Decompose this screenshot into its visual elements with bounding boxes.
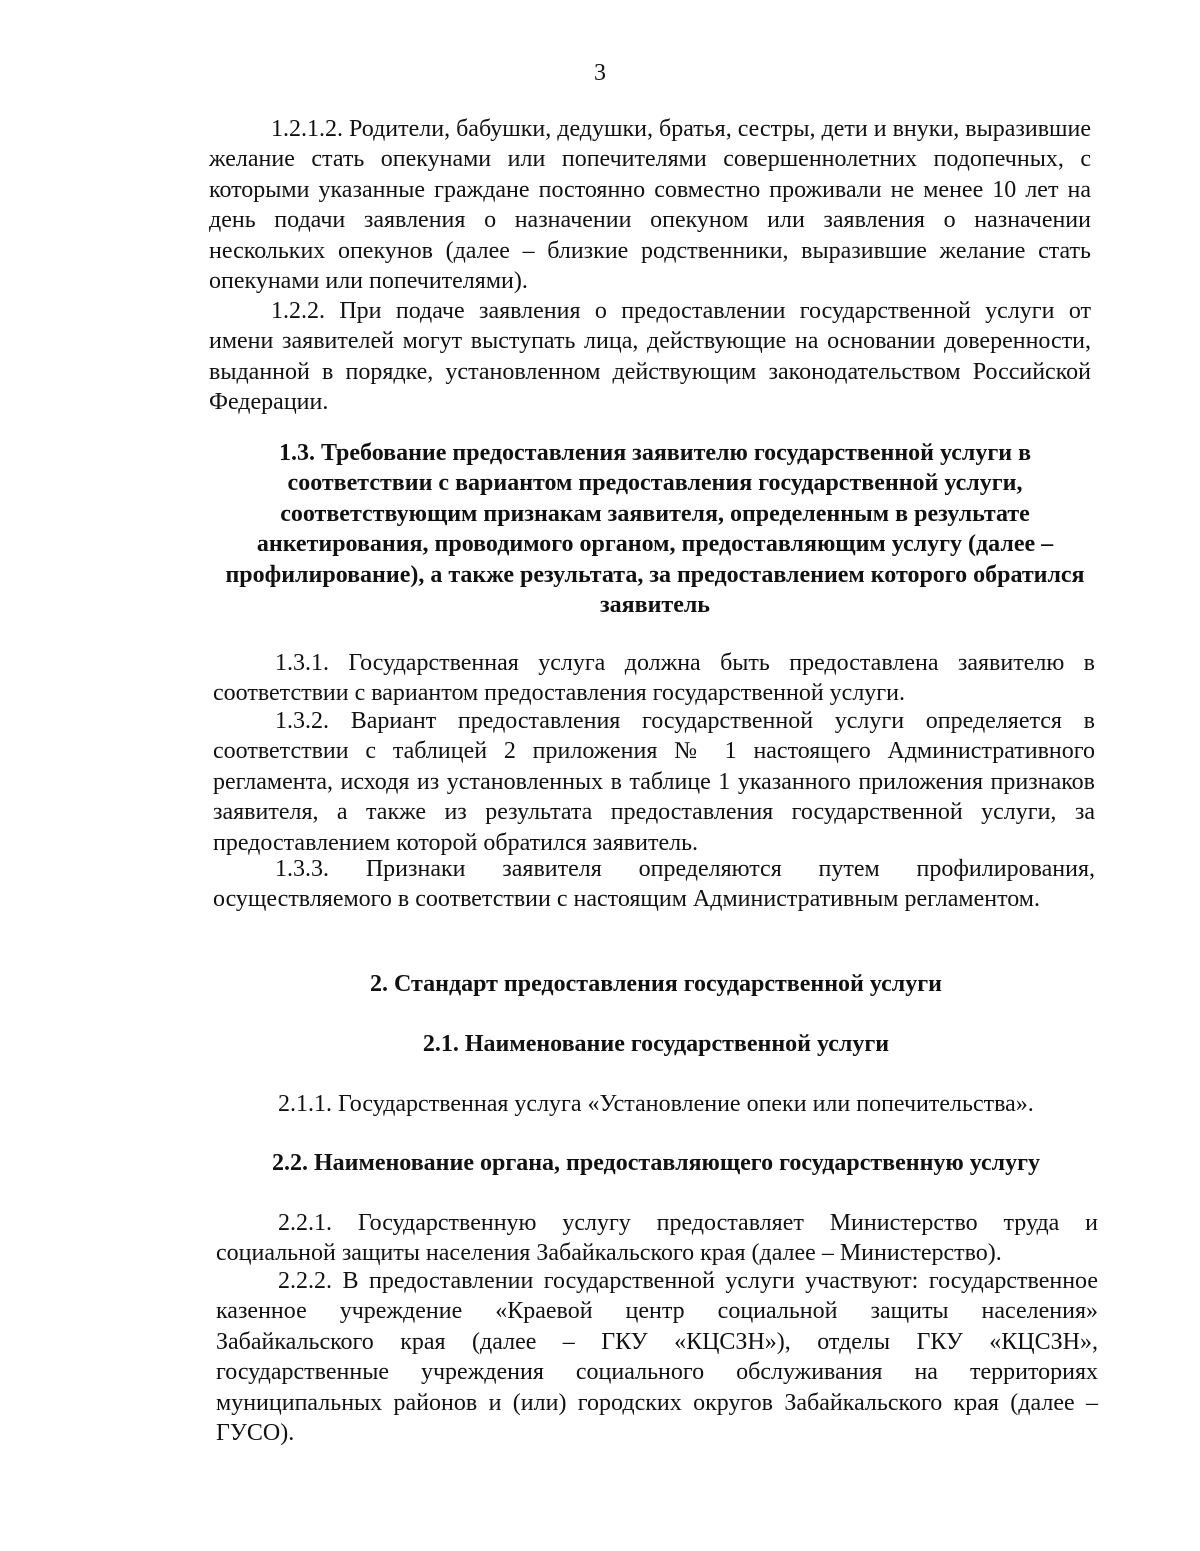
paragraph-1-3-2-block [213,706,1095,858]
paragraph-1-3-3: 1.3.3. Признаки заявителя определяются путем профилирования, осуществляемого в соответствии с настоящим Административным регламентом. [213,856,1095,913]
paragraph-1-2-2: 1.2.2. При подаче заявления о предоставлении государственной услуги от имени заявителей могут выступать лица, действующие на основании доверенности, выданной в порядке, установленном действующим законодательством Российской Федерации. [209,298,1091,416]
section-2-heading: 2. Стандарт предоставления государственной услуги [370,971,942,997]
paragraph-1-3-2: 1.3.2. Вариант предоставления государственной услуги определяется в соответствии с таблицей 2 приложения № 1 настоящего Административного регламента, исходя из установленных в таблице 1 указанного приложения признаков заявителя, а также из результата предоставления государственной услуги, за предоставлением которой обратился заявитель. [213,708,1095,856]
paragraph-1-3-3-block [213,854,1095,915]
paragraph-1-2-1-2: 1.2.1.2. Родители, бабушки, дедушки, братья, сестры, дети и внуки, выразившие желание стать опекунами или попечителями совершеннолетних подопечных, с которыми указанные граждане постоянно совместно проживали не менее 10 лет на день подачи заявления о назначении опекуном или заявления о назначении нескольких опекунов (далее – близкие родственники, выразившие желание стать опекунами или попечителями). [209,116,1091,295]
paragraph-1-3-1-block [213,648,1095,709]
paragraph-2-2-1-block [216,1208,1098,1269]
paragraph-2-2-2-block [216,1266,1098,1448]
section-1-3-heading: 1.3. Требование предоставления заявителю государственной услуги в соответствии с вариантом предоставления государственной услуги, соответствующим признакам заявителя, определенным в результате анкетирования, проводимого органом, предоставляющим услугу (далее – профилирование), а также результата, за предоставлением которого обратился заявитель [225,440,1085,619]
paragraph-1-3-1: 1.3.1. Государственная услуга должна быть предоставлена заявителю в соответствии с вариантом предоставления государственной услуги. [213,650,1095,707]
paragraph-2-2-2: 2.2.2. В предоставлении государственной услуги участвуют: государственное казенное учреждение «Краевой центр социальной защиты населения» Забайкальского края (далее – ГКУ «КЦСЗН»), отделы ГКУ «КЦСЗН», государственные учреждения социального обслуживания на территориях муниципальных районов и (или) городских округов Забайкальского края (далее – ГУСО). [216,1268,1098,1447]
paragraph-1-2-1-2-block [209,114,1091,296]
page-number: 3 [594,60,606,86]
paragraph-2-2-1: 2.2.1. Государственную услугу предоставляет Министерство труда и социальной защиты населения Забайкальского края (далее – Министерство). [216,1210,1098,1267]
section-2-2-heading: 2.2. Наименование органа, предоставляющего государственную услугу [271,1150,1041,1176]
paragraph-1-2-2-block [209,296,1091,418]
paragraph-2-1-1: 2.1.1. Государственная услуга «Установление опеки или попечительства». [278,1091,1034,1117]
section-2-1-heading: 2.1. Наименование государственной услуги [422,1031,890,1057]
